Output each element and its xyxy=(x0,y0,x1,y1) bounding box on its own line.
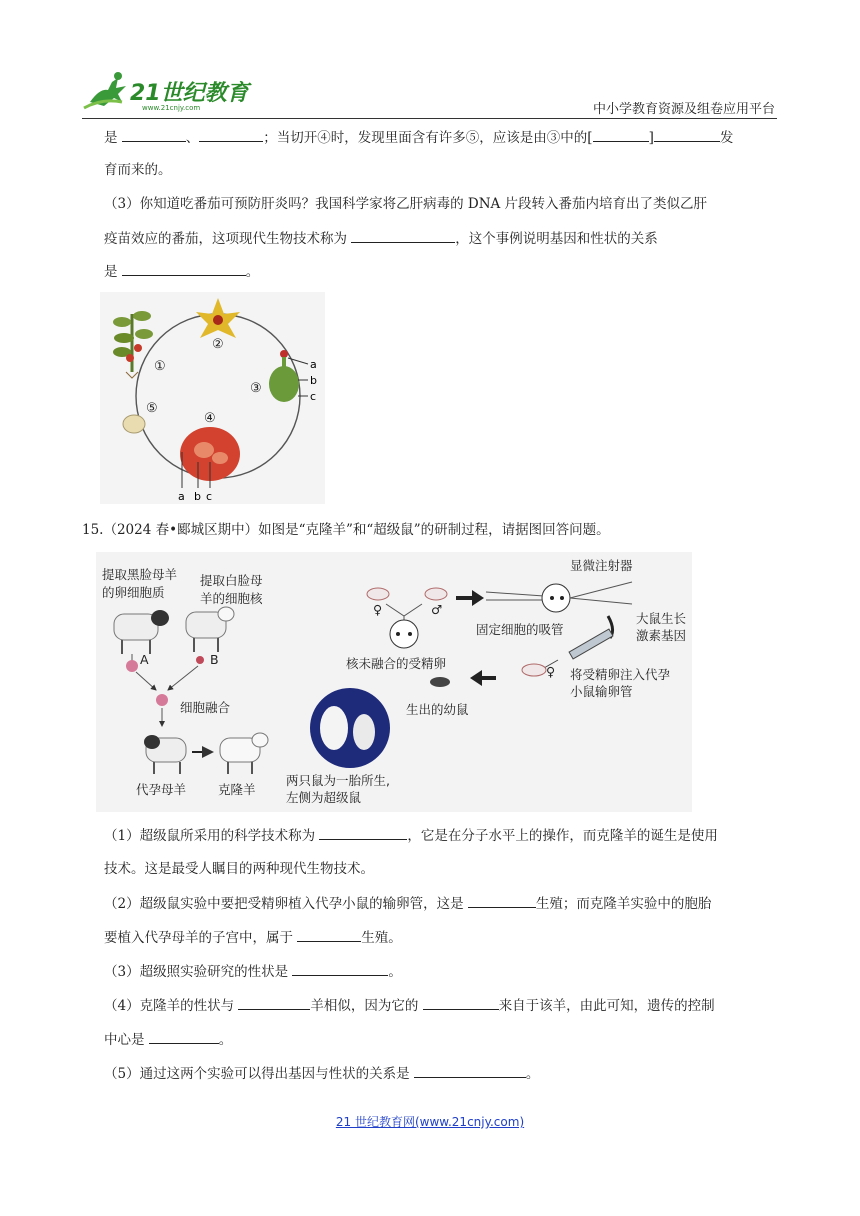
white-sheep-label: 提取白脸母 羊的细胞核 xyxy=(200,573,263,606)
male-symbol: ♂ xyxy=(431,602,443,617)
white-face-sheep-icon xyxy=(186,607,234,652)
q14-line-2: 育而来的。 xyxy=(104,162,172,178)
q15-sub2-line-1: （2）超级鼠实验中要把受精卵植入代孕小鼠的输卵管，这是 生殖；而克隆羊实验中的胞胎 xyxy=(104,893,776,914)
mice-photo xyxy=(310,688,390,768)
q15-sub5: （5）通过这两个实验可以得出基因与性状的关系是 。 xyxy=(104,1063,776,1084)
q14-line-1: 是 、 ；当切开④时，发现里面含有许多⑤，应该是由③中的[ ] 发 xyxy=(104,127,776,148)
pipette-label: 固定细胞的吸管 xyxy=(476,622,564,637)
stage-number: ④ xyxy=(204,411,216,426)
pistil-letter: c xyxy=(310,390,317,403)
label-a: A xyxy=(140,652,149,667)
q15-sub4-line-1: （4）克隆羊的性状与 羊相似，因为它的 来自于该羊，由此可知，遗传的控制 xyxy=(104,995,776,1016)
q15-sub1-line-2: 技术。这是最受人瞩目的两种现代生物技术。 xyxy=(104,861,374,877)
label-b: B xyxy=(210,652,219,667)
svg-text:21世纪教育: 21世纪教育 xyxy=(130,81,249,106)
stage-number: ② xyxy=(212,337,224,352)
baby-mouse-icon xyxy=(430,677,450,687)
clone-sheep-label: 克隆羊 xyxy=(218,782,256,797)
q15-sub4-line-2: 中心是 。 xyxy=(104,1029,776,1050)
fruit-letter: a xyxy=(178,490,185,503)
footer-link[interactable]: 21 世纪教育网(www.21cnjy.com) xyxy=(335,1115,525,1129)
fruit-letter: b xyxy=(194,490,201,503)
fruit-letter: c xyxy=(206,490,213,503)
mice-caption: 两只鼠为一胎所生, 左侧为超级鼠 xyxy=(286,773,390,805)
seed-icon xyxy=(123,415,145,433)
fertilized-egg-label: 核未融合的受精卵 xyxy=(346,656,447,671)
baby-mouse-label: 生出的幼鼠 xyxy=(406,702,469,717)
clone-sheep-icon xyxy=(220,733,268,774)
platform-name: 中小学教育资源及组卷应用平台 xyxy=(592,102,775,117)
q14-sub3-line-1: （3）你知道吃番茄可预防肝炎吗？我国科学家将乙肝病毒的 DNA 片段转入番茄内培育出了类似乙肝 xyxy=(104,196,708,212)
page-header xyxy=(82,68,777,120)
stage-number: ① xyxy=(154,359,166,374)
surrogate-mouse-icon xyxy=(522,664,546,676)
microinjector-icon xyxy=(570,582,632,598)
stage-number: ⑤ xyxy=(146,401,158,416)
pistil-letter: a xyxy=(310,358,317,371)
q15-sub3: （3）超级照实验研究的性状是 。 xyxy=(104,961,776,982)
growth-gene-label: 大鼠生长 激素基因 xyxy=(636,611,687,643)
q15-stem: 15.（2024 春•郾城区期中）如图是“克隆羊”和“超级鼠”的研制过程，请据图回答问题。 xyxy=(82,522,610,538)
tomato-life-cycle-figure xyxy=(100,292,325,504)
inject-label: 将受精卵注入代孕 小鼠输卵管 xyxy=(570,667,671,699)
surrogate-sheep-icon xyxy=(144,735,186,774)
q14-sub3-line-3: 是 。 xyxy=(104,261,776,282)
female-symbol: ♀ xyxy=(373,602,383,617)
black-face-sheep-icon xyxy=(114,610,169,654)
header-divider xyxy=(82,118,777,119)
q15-sub2-line-2: 要植入代孕母羊的子宫中，属于 生殖。 xyxy=(104,927,776,948)
stage-number: ③ xyxy=(250,381,262,396)
parent-mice-icon xyxy=(367,588,447,600)
female-symbol-2: ♀ xyxy=(546,664,556,679)
svg-text:www.21cnjy.com: www.21cnjy.com xyxy=(142,104,201,112)
q14-sub3-line-2: 疫苗效应的番茄，这项现代生物技术称为 ，这个事例说明基因和性状的关系 xyxy=(104,228,776,249)
cell-fusion-label: 细胞融合 xyxy=(180,700,231,715)
black-sheep-label: 提取黑脸母羊 的卵细胞质 xyxy=(102,567,178,600)
q15-sub1-line-1: （1）超级鼠所采用的科学技术称为 ，它是在分子水平上的操作，而克隆羊的诞生是使用 xyxy=(104,825,776,846)
site-logo xyxy=(82,68,252,114)
surrogate-sheep-label: 代孕母羊 xyxy=(136,782,187,797)
clone-supermouse-figure xyxy=(96,552,692,812)
microinjector-label: 显微注射器 xyxy=(570,558,633,573)
fertilized-egg-icon xyxy=(390,620,418,648)
pistil-letter: b xyxy=(310,374,317,387)
